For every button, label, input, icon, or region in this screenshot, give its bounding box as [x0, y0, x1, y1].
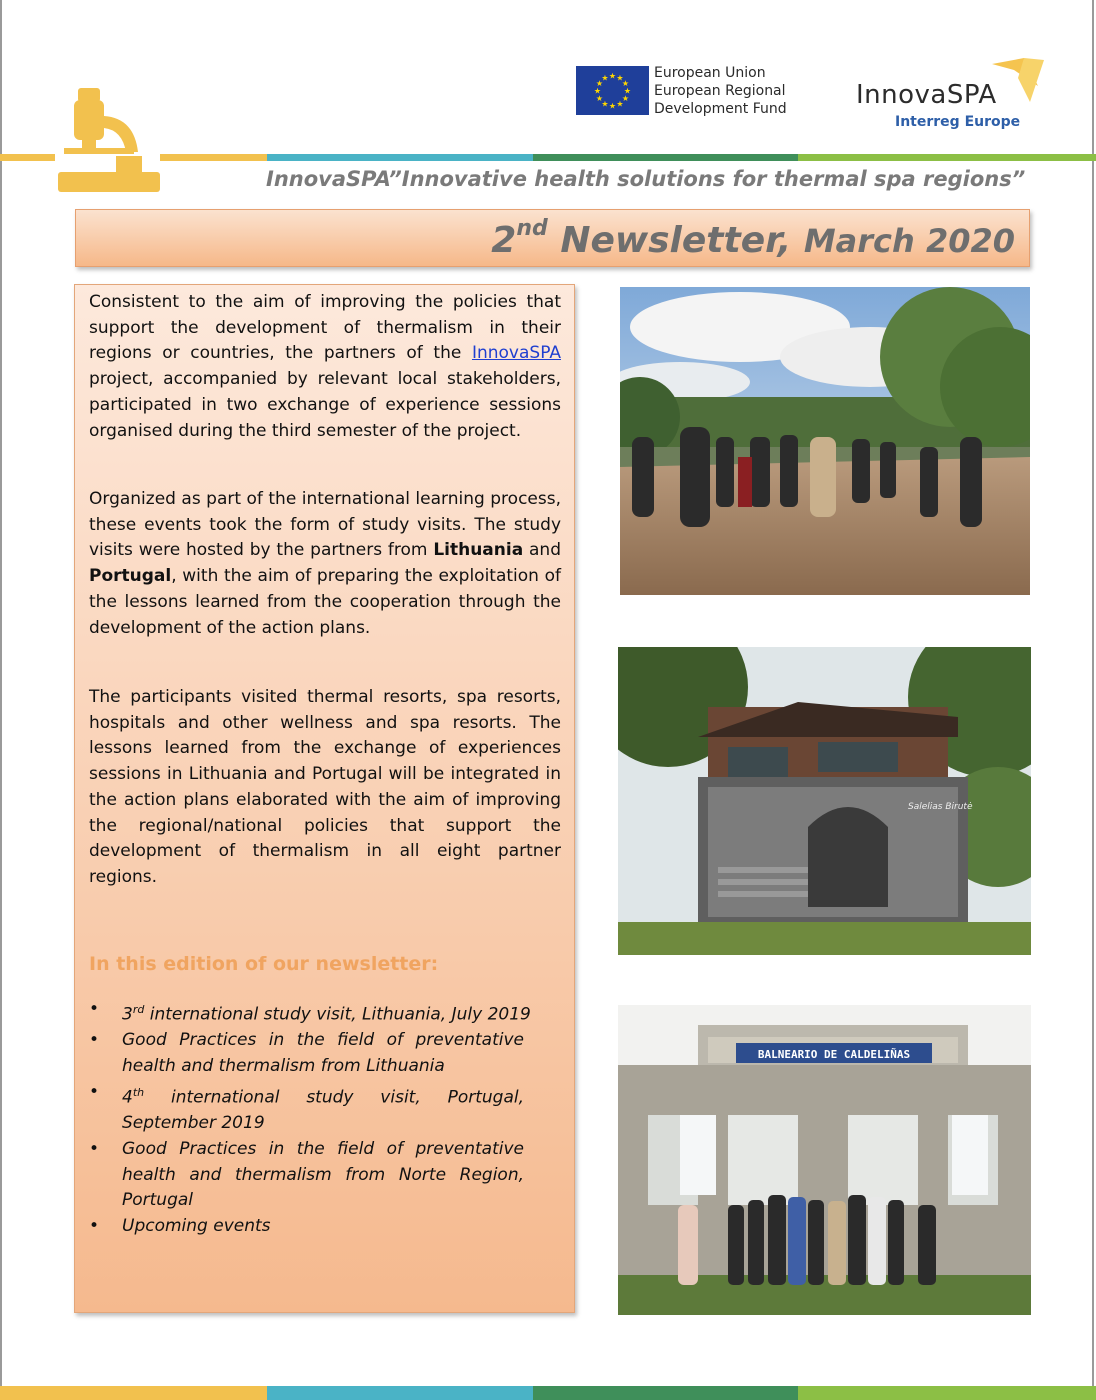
intro-text: and: [529, 540, 561, 561]
edition-list: [89, 997, 561, 1240]
title-word: Newsletter,: [560, 220, 792, 261]
photo-study-visit-park: [620, 287, 1030, 595]
intro-text: Consistent to the aim of improving the policies that support the development of thermalism in their regions or countries, the partners of the: [89, 292, 561, 364]
intro-text: Organized as part of the international learning process, these events took the form of study visits. The study visits were hosted by the partners from: [89, 489, 561, 561]
newsletter-title: [491, 216, 1015, 261]
title-suffix: nd: [516, 216, 548, 241]
eu-line: European Regional: [654, 83, 786, 99]
list-item: [89, 1028, 524, 1079]
item-text: international study visit, Lithuania, July 2019: [144, 1004, 531, 1025]
list-item: [89, 1137, 524, 1214]
eu-fund-text: [654, 64, 787, 118]
country-portugal: Portugal: [89, 566, 172, 587]
eu-star-icon: ★: [595, 94, 604, 103]
innovaspa-logo: [856, 80, 1056, 130]
intro-panel: [74, 284, 575, 1313]
title-month: March 2020: [803, 222, 1015, 260]
brand-name: InnovaSPA: [856, 80, 997, 110]
eu-star-icon: ★: [621, 94, 630, 103]
intro-text: project, accompanied by relevant local stakeholders, participated in two exchange of experience sessions organised during the third semester of the project.: [89, 369, 561, 441]
eu-line: Development Fund: [654, 101, 787, 117]
eu-line: European Union: [654, 65, 766, 81]
photo-building-mural: [618, 647, 1031, 955]
eu-star-icon: ★: [608, 101, 617, 111]
balneario-sign: BALNEARIO DE CALDELIÑAS: [757, 1048, 911, 1061]
eu-star-icon: ★: [595, 79, 604, 88]
bullet-dot: •: [89, 1138, 100, 1159]
mural-caption: Salelias Birutė: [908, 802, 973, 812]
eu-stars-icon: [576, 66, 649, 115]
footer-stripe: [0, 1386, 1096, 1400]
country-lithuania: Lithuania: [433, 540, 524, 561]
bullet-dot: •: [89, 1215, 100, 1236]
list-item: [89, 1080, 524, 1137]
eu-star-icon: ★: [608, 71, 617, 81]
item-text: Upcoming events: [122, 1215, 271, 1236]
eu-star-icon: ★: [601, 99, 609, 109]
photo-balneario-group: [618, 1005, 1031, 1315]
bullet-dot: •: [89, 999, 100, 1019]
edition-heading: In this edition of our newsletter:: [89, 953, 439, 975]
list-item: [89, 997, 561, 1028]
intro-paragraph-1: [89, 290, 561, 444]
bullet-dot: •: [89, 1081, 100, 1102]
eu-star-icon: ★: [621, 79, 630, 88]
header-stripe: [0, 154, 1096, 161]
microscope-icon: [52, 86, 164, 194]
item-suffix: rd: [132, 1003, 145, 1016]
eu-flag-logo: [576, 66, 649, 115]
eu-star-icon: ★: [623, 86, 632, 96]
eu-star-icon: ★: [616, 73, 624, 83]
tagline: InnovaSPA”Innovative health solutions for thermal spa regions”: [266, 167, 1026, 191]
item-text: international study visit, Portugal, September 2019: [122, 1087, 524, 1134]
intro-paragraph-3: The participants visited thermal resorts, spa resorts, hospitals and other wellness and spa resorts. The lessons learned from the exchange of experiences sessions in Lithuania and Portugal will be integrated in the action plans elaborated with the aim of improving the regional/national policies that support the development of thermalism in all eight partner regions.: [89, 687, 561, 887]
intro-paragraph-2: [89, 487, 561, 641]
item-suffix: th: [132, 1085, 145, 1099]
eu-star-icon: ★: [593, 86, 602, 96]
item-number: 4: [122, 1087, 133, 1108]
item-text: Good Practices in the field of preventative health and thermalism from Norte Region, Portugal: [122, 1138, 524, 1211]
brand-sub: Interreg Europe: [895, 114, 1021, 130]
eu-star-icon: ★: [601, 73, 609, 83]
eu-star-icon: ★: [616, 99, 624, 109]
title-number: 2: [491, 220, 517, 261]
innovaspa-link[interactable]: InnovaSPA: [471, 343, 561, 364]
bullet-dot: •: [89, 1030, 100, 1051]
list-item: [89, 1214, 561, 1240]
newsletter-title-bar: [75, 209, 1030, 267]
item-text: Good Practices in the field of preventative health and thermalism from Lithuania: [122, 1030, 524, 1077]
item-number: 3: [122, 1004, 133, 1025]
intro-text: , with the aim of preparing the exploitation of the lessons learned from the cooperation through the development of the action plans.: [89, 566, 561, 638]
